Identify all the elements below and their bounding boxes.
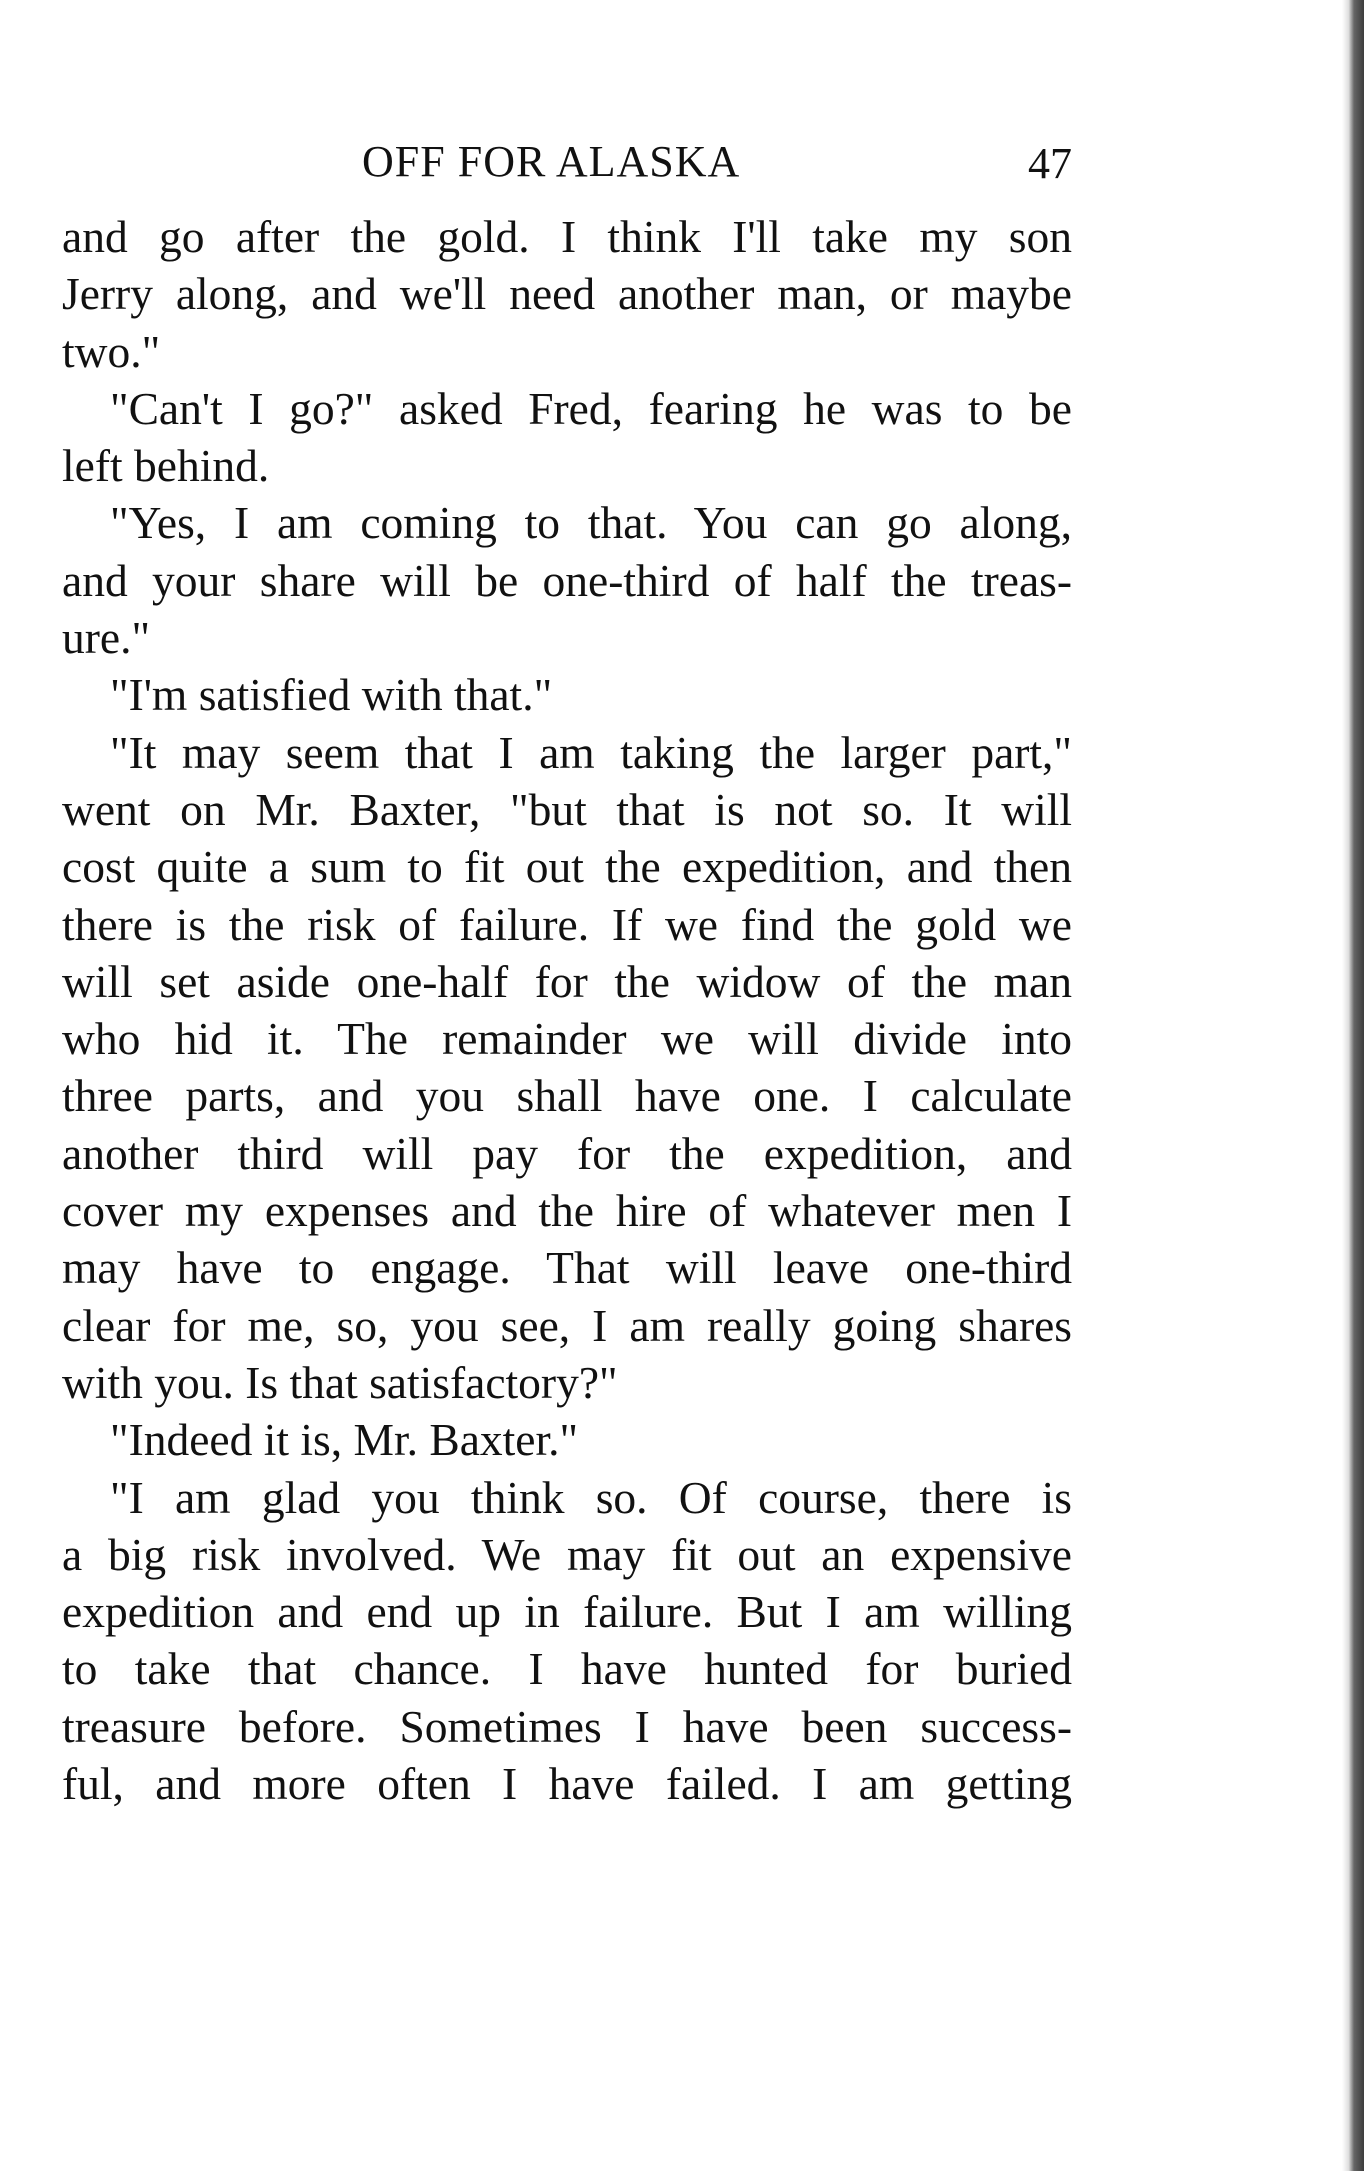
text-line: another third will pay for the expedition, and: [62, 1127, 1072, 1179]
text-line: will set aside one-half for the widow of the man: [62, 955, 1072, 1007]
text-line: "Indeed it is, Mr. Baxter.": [110, 1414, 579, 1466]
scanned-page-edge: [1342, 0, 1364, 2171]
page-number: 47: [1028, 139, 1072, 188]
text-line: with you. Is that satisfactory?": [62, 1356, 618, 1408]
text-line: to take that chance. I have hunted for buried: [62, 1643, 1072, 1695]
text-line: three parts, and you shall have one. I calculate: [62, 1070, 1072, 1122]
text-line: treasure before. Sometimes I have been success-: [62, 1700, 1072, 1752]
paragraph: [62, 494, 1072, 666]
text-line: went on Mr. Baxter, "but that is not so. It will: [62, 783, 1072, 835]
text-line: "I'm satisfied with that.": [110, 669, 553, 721]
paragraph: [62, 208, 1072, 380]
running-head: [62, 132, 1072, 192]
text-line: "Yes, I am coming to that. You can go along,: [110, 497, 1072, 549]
paragraph: [62, 380, 1072, 495]
text-line: Jerry along, and we'll need another man, or maybe: [62, 268, 1072, 320]
text-line: "It may seem that I am taking the larger part,": [110, 726, 1072, 778]
text-line: ure.": [62, 612, 151, 664]
paragraph: [62, 1469, 1072, 1813]
text-line: cover my expenses and the hire of whatever men I: [62, 1185, 1072, 1237]
chapter-title: OFF FOR ALASKA: [362, 137, 741, 186]
paragraph: [62, 1411, 1072, 1468]
text-line: two.": [62, 325, 161, 377]
paragraph: [62, 724, 1072, 1412]
text-line: there is the risk of failure. If we find the gold we: [62, 898, 1072, 950]
text-line: a big risk involved. We may fit out an expensive: [62, 1528, 1072, 1580]
text-line: and go after the gold. I think I'll take my son: [62, 211, 1072, 262]
text-line: "I am glad you think so. Of course, there is: [110, 1471, 1072, 1523]
text-line: expedition and end up in failure. But I am willing: [62, 1586, 1072, 1638]
text-line: cost quite a sum to fit out the expedition, and then: [62, 841, 1072, 893]
text-line: and your share will be one-third of half the treas-: [62, 554, 1072, 606]
text-line: ful, and more often I have failed. I am getting: [62, 1758, 1072, 1810]
paragraph: [62, 666, 1072, 723]
body-text: [62, 208, 1072, 1812]
text-line: who hid it. The remainder we will divide into: [62, 1013, 1072, 1065]
text-line: clear for me, so, you see, I am really going shares: [62, 1299, 1072, 1351]
text-line: "Can't I go?" asked Fred, fearing he was to be: [110, 382, 1072, 434]
text-line: may have to engage. That will leave one-third: [62, 1242, 1072, 1294]
text-line: left behind.: [62, 440, 270, 492]
